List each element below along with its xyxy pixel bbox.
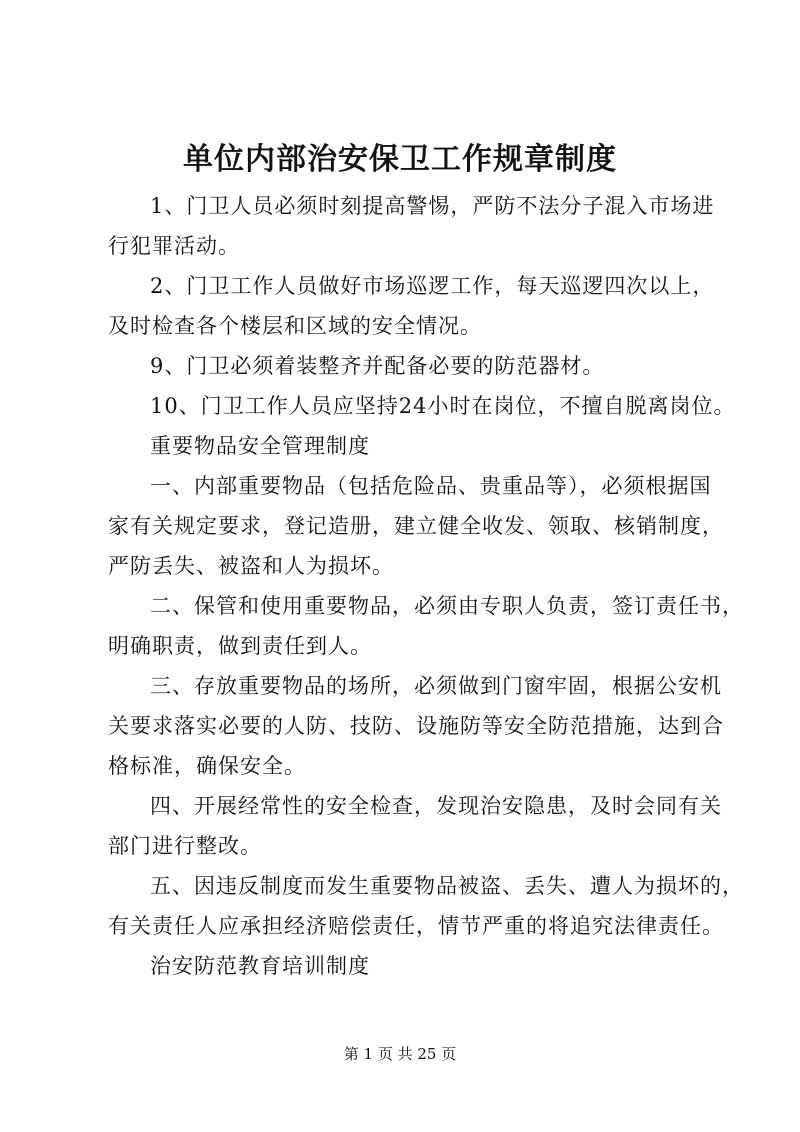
item-four-line-1: 四、开展经常性的安全检查，发现治安隐患，及时会同有关 [150, 794, 722, 818]
section-heading-important-items: 重要物品安全管理制度 [150, 434, 370, 458]
item-four-line-2: 部门进行整改。 [108, 834, 262, 858]
item-two-line-1: 二、保管和使用重要物品，必须由专职人负责，签订责任书， [150, 594, 744, 618]
paragraph-2-line-1: 2、门卫工作人员做好市场巡逻工作，每天巡逻四次以上， [150, 274, 715, 298]
section-heading-training: 治安防范教育培训制度 [150, 954, 370, 978]
item-one-line-1: 一、内部重要物品（包括危险品、贵重品等），必须根据国 [150, 474, 712, 498]
page-footer: 第 1 页 共 25 页 [343, 1045, 457, 1063]
document-title: 单位内部治安保卫工作规章制度 [183, 142, 617, 177]
item-three-line-1: 三、存放重要物品的场所，必须做到门窗牢固，根据公安机 [150, 674, 722, 698]
item-five-line-2: 有关责任人应承担经济赔偿责任，情节严重的将追究法律责任。 [108, 914, 724, 938]
item-two-line-2: 明确职责，做到责任到人。 [108, 634, 372, 658]
item-one-line-2: 家有关规定要求，登记造册，建立健全收发、领取、核销制度， [108, 514, 724, 538]
paragraph-9: 9、门卫必须着装整齐并配备必要的防范器材。 [150, 354, 605, 378]
paragraph-1-line-2: 行犯罪活动。 [108, 234, 240, 258]
item-five-line-1: 五、因违反制度而发生重要物品被盗、丢失、遭人为损坏的， [150, 874, 744, 898]
item-one-line-3: 严防丢失、被盗和人为损坏。 [108, 554, 394, 578]
paragraph-1-line-1: 1、门卫人员必须时刻提高警惕，严防不法分子混入市场进 [150, 194, 715, 218]
item-three-line-2: 关要求落实必要的人防、技防、设施防等安全防范措施，达到合 [108, 714, 724, 738]
item-three-line-3: 格标准，确保安全。 [108, 754, 306, 778]
paragraph-10: 10、门卫工作人员应坚持24小时在岗位，不擅自脱离岗位。 [150, 394, 736, 418]
paragraph-2-line-2: 及时检查各个楼层和区域的安全情况。 [108, 314, 482, 338]
document-body [108, 186, 744, 986]
